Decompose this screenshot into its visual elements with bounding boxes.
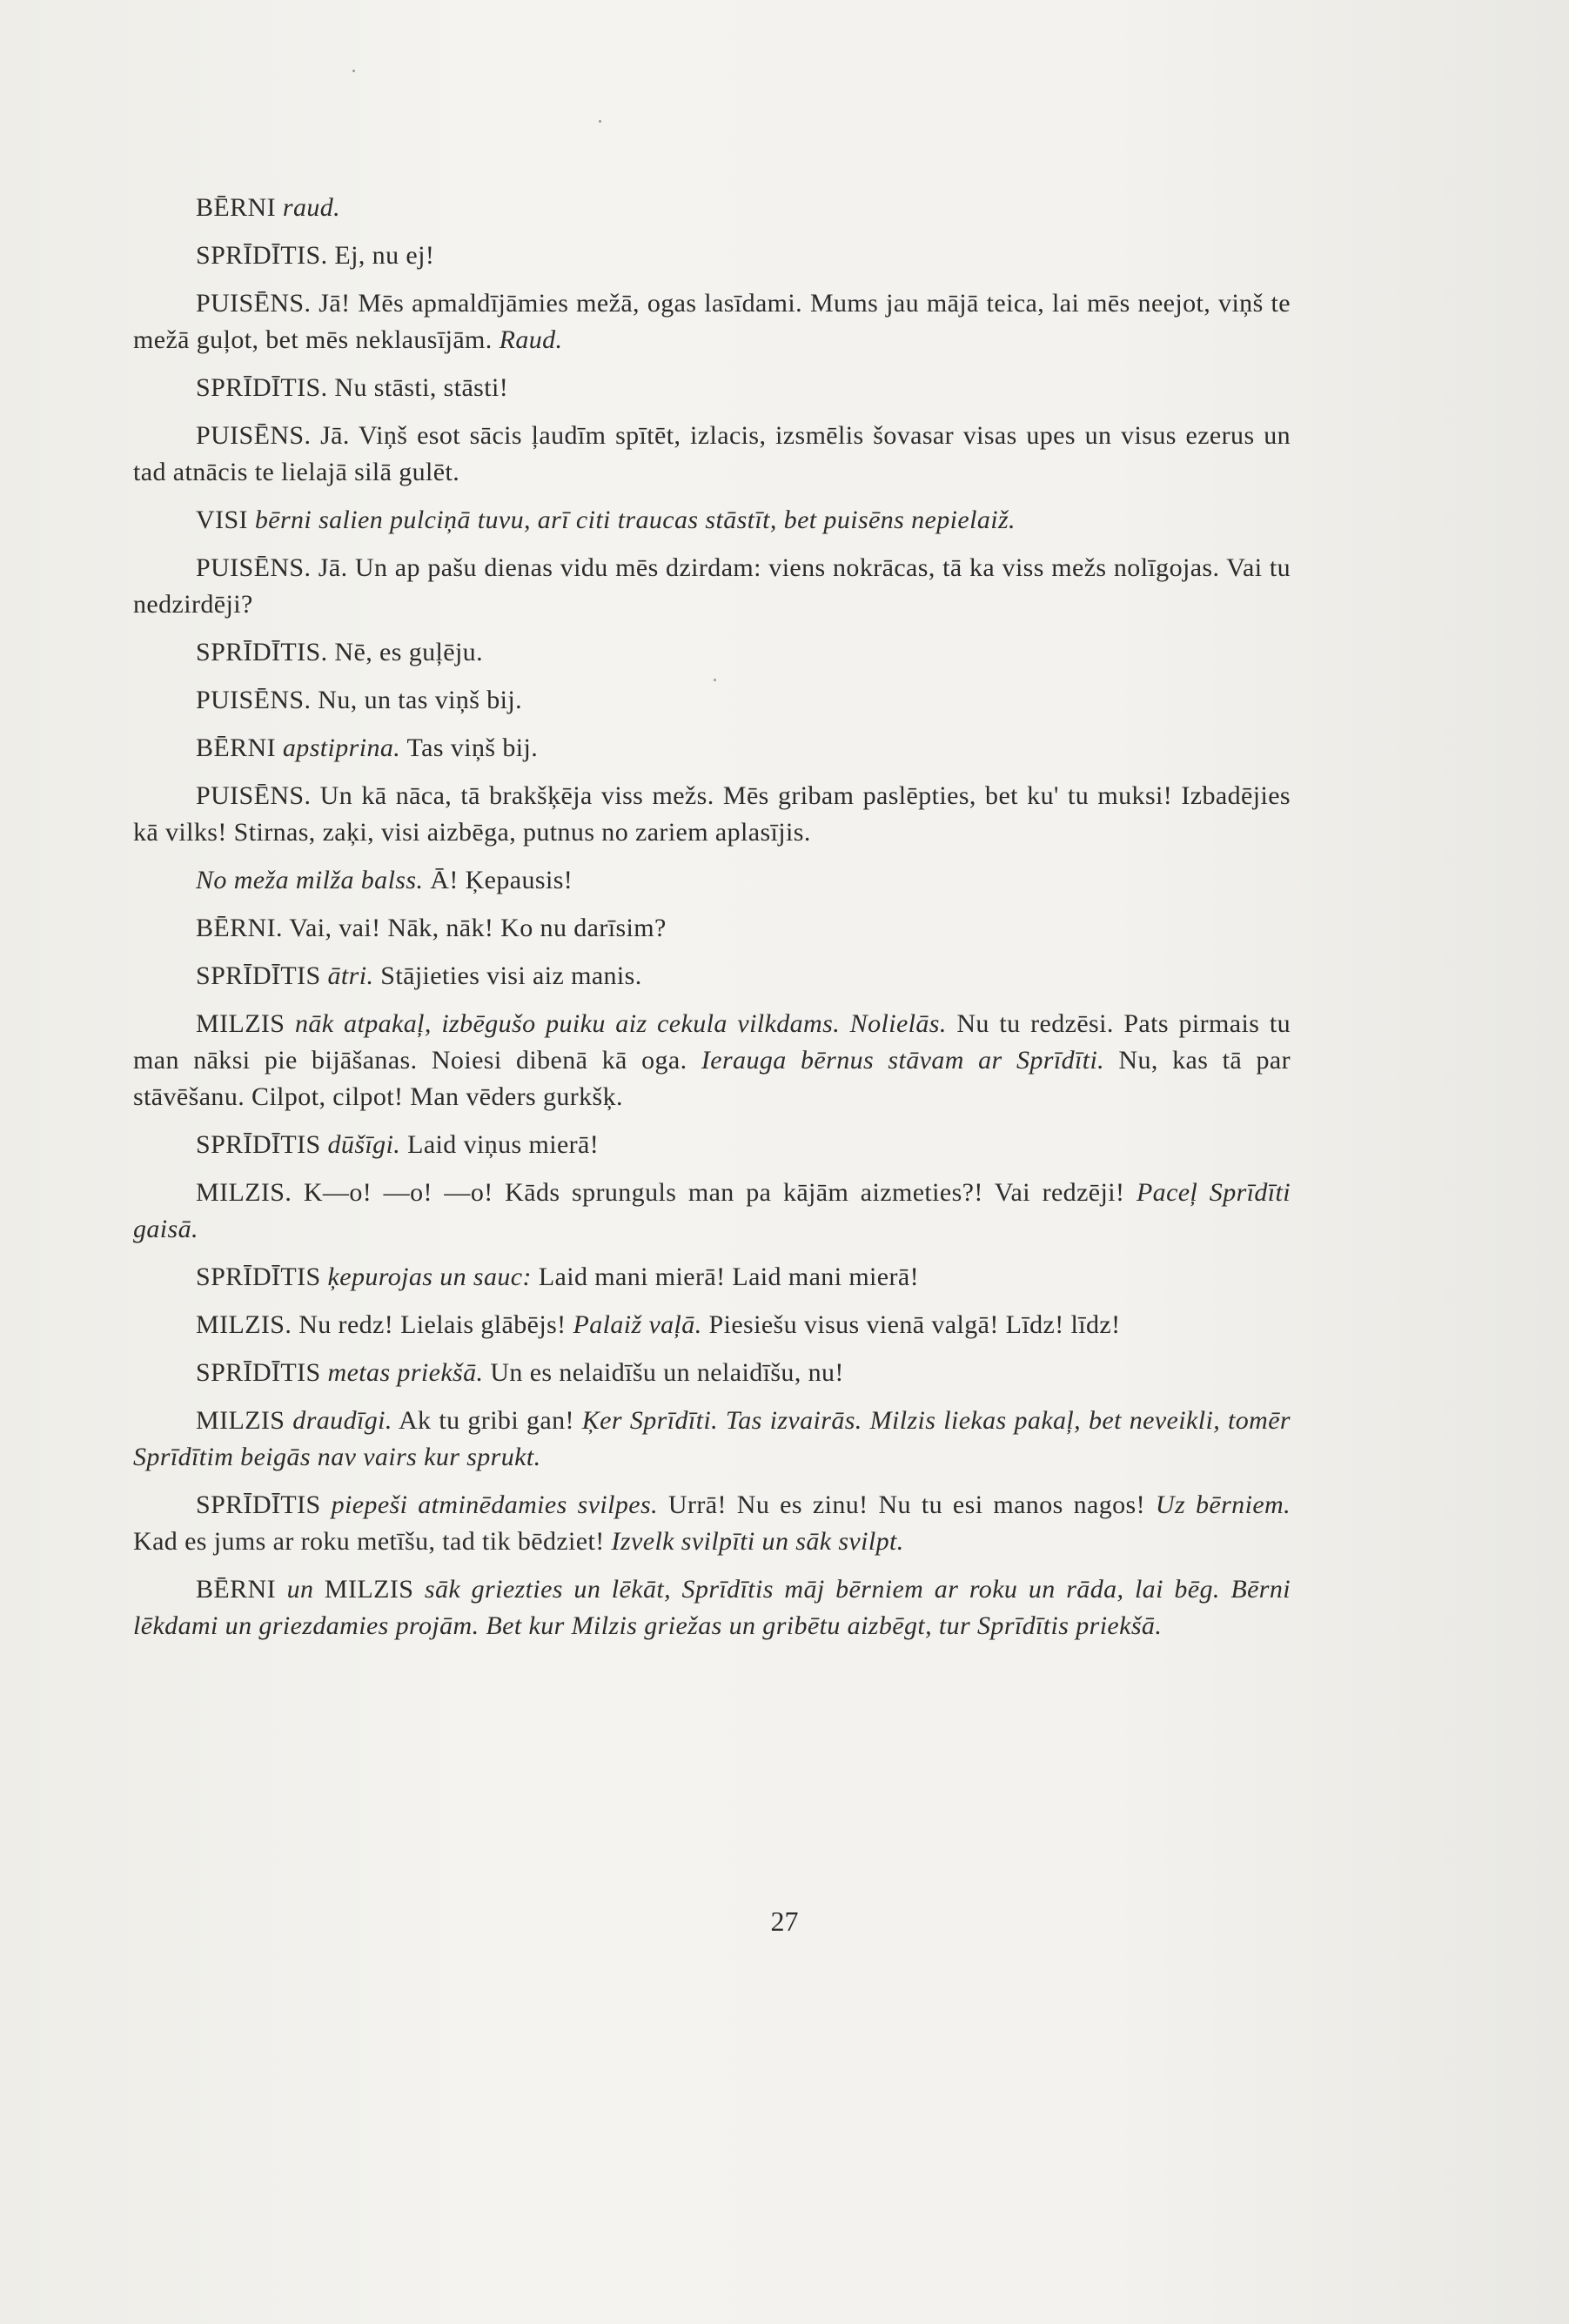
page-number: 27 <box>770 1905 799 1937</box>
dialogue-text: Nu tu redzēsi. Pats pirmais tu man nāksi pie bijāšanas. Noiesi dibenā kā oga. <box>133 1009 1291 1075</box>
dialogue-text: MILZIS. Nu redz! Lielais glābējs! <box>196 1310 573 1339</box>
stage-direction: Paceļ Sprīdīti gaisā. <box>133 1178 1291 1243</box>
dialogue-text: SPRĪDĪTIS <box>196 1490 332 1519</box>
dialogue-paragraph <box>133 1127 1291 1163</box>
dialogue-text: Laid mani mierā! Laid mani mierā! <box>531 1262 920 1291</box>
dialogue-text: SPRĪDĪTIS <box>196 1130 328 1159</box>
dialogue-paragraph <box>133 238 1291 274</box>
stage-direction: Raud. <box>499 325 563 354</box>
paper-speck <box>599 120 601 123</box>
stage-direction: ātri. <box>327 961 374 990</box>
dialogue-paragraph <box>133 418 1291 491</box>
stage-direction: Palaiž vaļā. <box>573 1310 702 1339</box>
dialogue-text: Ā! Ķepausis! <box>423 866 573 894</box>
dialogue-text: PUISĒNS. Un kā nāca, tā brakšķēja viss mežs. Mēs gribam paslēpties, bet ku' tu muksi! Izbadējies kā vilks! Stirnas, zaķi, visi aizbēga, putnus no zariem aplasījis. <box>133 781 1291 847</box>
dialogue-paragraph <box>133 1259 1291 1296</box>
dialogue-paragraph <box>133 370 1291 406</box>
dialogue-paragraph <box>133 190 1291 226</box>
dialogue-text: MILZIS <box>313 1575 425 1604</box>
stage-direction: metas priekšā. <box>327 1358 484 1387</box>
dialogue-paragraph <box>133 682 1291 719</box>
dialogue-text: Kad es jums ar roku metīšu, tad tik bēdziet! <box>133 1527 612 1556</box>
stage-direction: dūšīgi. <box>327 1130 401 1159</box>
stage-direction: raud. <box>282 193 341 222</box>
dialogue-text: BĒRNI <box>196 193 283 222</box>
dialogue-text: MILZIS. K—o! —o! —o! Kāds sprunguls man pa kājām aizmeties?! Vai redzēji! <box>196 1178 1137 1207</box>
dialogue-paragraph <box>133 1403 1291 1476</box>
dialogue-paragraph <box>133 1307 1291 1343</box>
dialogue-paragraph <box>133 910 1291 947</box>
dialogue-text: Urrā! Nu es zinu! Nu tu esi manos nagos! <box>657 1490 1156 1519</box>
dialogue-text: BĒRNI. Vai, vai! Nāk, nāk! Ko nu darīsim? <box>196 914 667 942</box>
stage-direction: bērni salien pulciņā tuvu, arī citi traucas stāstīt, bet puisēns nepielaiž. <box>254 506 1016 534</box>
dialogue-paragraph <box>133 1175 1291 1248</box>
dialogue-text: Stājieties visi aiz manis. <box>373 961 642 990</box>
paper-speck <box>352 70 355 72</box>
dialogue-text: Tas viņš bij. <box>400 733 539 762</box>
stage-direction: apstiprina. <box>282 733 401 762</box>
dialogue-text: SPRĪDĪTIS. Nu stāsti, stāsti! <box>196 373 509 402</box>
dialogue-paragraph <box>133 730 1291 767</box>
dialogue-text: MILZIS <box>196 1406 293 1435</box>
stage-direction: piepeši atminēdamies svilpes. <box>331 1490 658 1519</box>
stage-direction: draudīgi. <box>292 1406 392 1435</box>
dialogue-text: SPRĪDĪTIS <box>196 1262 328 1291</box>
dialogue-text: MILZIS <box>196 1009 295 1038</box>
dialogue-text: Laid viņus mierā! <box>400 1130 600 1159</box>
dialogue-text: BĒRNI <box>196 733 283 762</box>
dialogue-text: SPRĪDĪTIS. Ej, nu ej! <box>196 241 435 270</box>
dialogue-text: PUISĒNS. Nu, un tas viņš bij. <box>196 686 522 714</box>
play-text <box>133 190 1291 1656</box>
stage-direction: Ierauga bērnus stāvam ar Sprīdīti. <box>701 1046 1105 1075</box>
dialogue-text: SPRĪDĪTIS <box>196 961 328 990</box>
dialogue-text: BĒRNI <box>196 1575 287 1604</box>
dialogue-paragraph <box>133 1355 1291 1391</box>
dialogue-paragraph <box>133 502 1291 539</box>
dialogue-paragraph <box>133 634 1291 671</box>
stage-direction: Ķer Sprīdīti. Tas izvairās. Milzis liekas pakaļ, bet neveikli, tomēr Sprīdītim beigās nav vairs kur sprukt. <box>133 1406 1291 1471</box>
dialogue-paragraph <box>133 958 1291 995</box>
stage-direction: ķepurojas un sauc: <box>327 1262 532 1291</box>
stage-direction: No meža milža balss. <box>196 866 424 894</box>
stage-direction: sāk griezties un lēkāt, Sprīdītis māj bērniem ar roku un rāda, lai bēg. Bērni lēkdami un griezdamies projām. Bet kur Milzis griežas un gribētu aizbēgt, tur Sprīdītis priekšā. <box>133 1575 1291 1640</box>
stage-direction: Uz bērniem. <box>1155 1490 1291 1519</box>
stage-direction: Izvelk svilpīti un sāk svilpt. <box>611 1527 904 1556</box>
dialogue-text: PUISĒNS. Jā. Viņš esot sācis ļaudīm spītēt, izlacis, izsmēlis šovasar visas upes un visus ezerus un tad atnācis te lielajā silā gulēt. <box>133 421 1291 486</box>
dialogue-text: VISI <box>196 506 255 534</box>
dialogue-paragraph <box>133 285 1291 358</box>
stage-direction: un <box>286 1575 314 1604</box>
dialogue-text: PUISĒNS. Jā! Mēs apmaldījāmies mežā, ogas lasīdami. Mums jau mājā teica, lai mēs neejot, viņš te mežā guļot, bet mēs neklausījām. <box>133 289 1291 354</box>
dialogue-paragraph <box>133 1571 1291 1644</box>
dialogue-paragraph <box>133 1006 1291 1115</box>
stage-direction: nāk atpakaļ, izbēgušo puiku aiz cekula vilkdams. Nolielās. <box>294 1009 947 1038</box>
dialogue-text: Piesiešu visus vienā valgā! Līdz! līdz! <box>701 1310 1121 1339</box>
dialogue-text: PUISĒNS. Jā. Un ap pašu dienas vidu mēs dzirdam: viens nokrācas, tā ka viss mežs nolīgojas. Vai tu nedzirdēji? <box>133 553 1291 619</box>
dialogue-text: Ak tu gribi gan! <box>392 1406 582 1435</box>
dialogue-paragraph <box>133 778 1291 851</box>
dialogue-text: SPRĪDĪTIS <box>196 1358 328 1387</box>
dialogue-paragraph <box>133 550 1291 623</box>
dialogue-text: SPRĪDĪTIS. Nē, es guļēju. <box>196 638 483 666</box>
dialogue-text: Nu, kas tā par stāvēšanu. Cilpot, cilpot! Man vēders gurkšķ. <box>133 1046 1291 1111</box>
dialogue-text: Un es nelaidīšu un nelaidīšu, nu! <box>483 1358 844 1387</box>
dialogue-paragraph <box>133 862 1291 899</box>
dialogue-paragraph <box>133 1487 1291 1560</box>
